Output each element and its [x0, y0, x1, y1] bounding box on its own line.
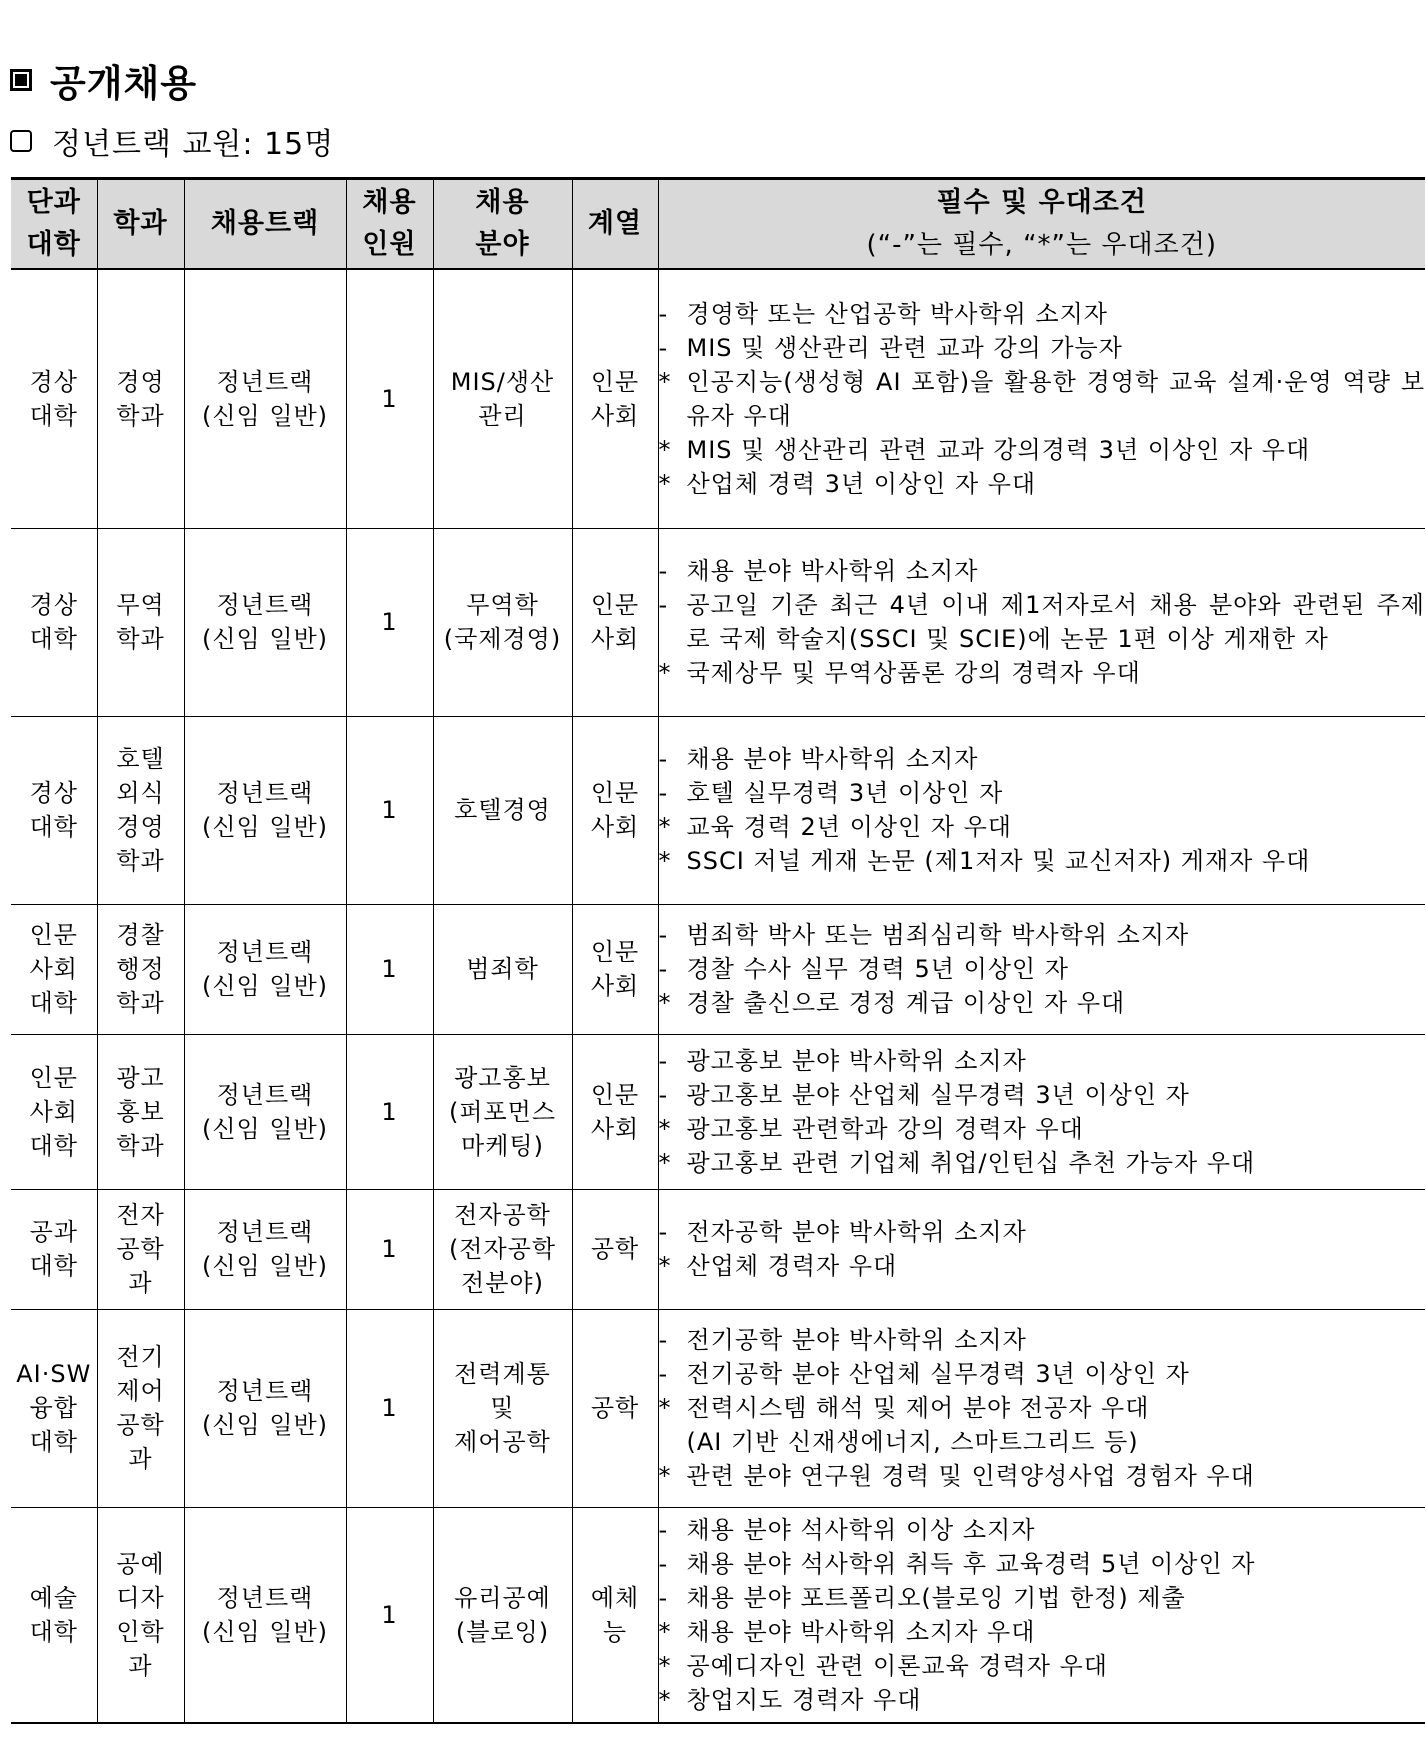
cell-track: 정년트랙 (신임 일반) [184, 269, 346, 528]
condition-text: 광고홍보 분야 박사학위 소지자 [686, 1046, 1027, 1075]
cell-department: 전기 제어 공학 과 [97, 1309, 184, 1507]
cell-conditions [658, 528, 1425, 716]
condition-item [659, 1459, 1426, 1493]
cell-category: 공학 [572, 1189, 658, 1309]
cell-field: 무역학 (국제경영) [433, 528, 572, 716]
cell-count: 1 [346, 269, 433, 528]
preferred-marker: * [658, 847, 672, 875]
preferred-marker: * [658, 1617, 672, 1646]
cell-department: 호텔 외식 경영 학과 [97, 716, 184, 904]
cell-conditions [658, 1507, 1425, 1723]
cell-category: 인문 사회 [572, 716, 658, 904]
cell-category: 인문 사회 [572, 904, 658, 1034]
header-field: 채용 분야 [433, 179, 572, 270]
cell-field: 호텔경영 [433, 716, 572, 904]
required-marker: - [658, 333, 669, 362]
condition-text: 창업지도 경력자 우대 [686, 1685, 922, 1714]
condition-text: 경영학 또는 산업공학 박사학위 소지자 [686, 299, 1108, 328]
condition-text: MIS 및 생산관리 관련 교과 강의경력 3년 이상인 자 우대 [686, 435, 1311, 464]
preferred-marker: * [658, 435, 672, 464]
required-marker: - [658, 1549, 669, 1578]
condition-text: 공고일 기준 최근 4년 이내 제1저자로서 채용 분야와 관련된 주제로 국제 학술지(SSCI 및 SCIE)에 논문 1편 이상 게재한 자 [686, 591, 1425, 653]
condition-item [659, 331, 1426, 365]
cell-field: 전자공학 (전자공학 전분야) [433, 1189, 572, 1309]
preferred-marker: * [658, 1252, 672, 1280]
condition-text: 공예디자인 관련 이론교육 경력자 우대 [686, 1651, 1108, 1680]
condition-text: 산업체 경력자 우대 [686, 1252, 898, 1280]
cell-track: 정년트랙 (신임 일반) [184, 904, 346, 1034]
cell-conditions [658, 1189, 1425, 1309]
cell-field: 광고홍보 (퍼포먼스 마케팅) [433, 1034, 572, 1189]
condition-text: 채용 분야 박사학위 소지자 우대 [686, 1617, 1036, 1646]
preferred-marker: * [658, 659, 672, 687]
required-marker: - [658, 955, 669, 983]
condition-text: 채용 분야 박사학위 소지자 [686, 745, 979, 773]
table-row [11, 1507, 1425, 1723]
cell-count: 1 [346, 716, 433, 904]
cell-category: 인문 사회 [572, 528, 658, 716]
preferred-marker: * [658, 367, 672, 396]
cell-conditions [658, 1309, 1425, 1507]
cell-conditions [658, 1034, 1425, 1189]
condition-text: 광고홍보 분야 산업체 실무경력 3년 이상인 자 [686, 1080, 1190, 1109]
cell-count: 1 [346, 1189, 433, 1309]
preferred-marker: * [658, 1651, 672, 1680]
preferred-marker: * [658, 1685, 672, 1714]
condition-item [659, 1581, 1426, 1615]
condition-item [659, 1357, 1426, 1391]
required-marker: - [658, 1583, 669, 1612]
cell-field: 전력계통 및 제어공학 [433, 1309, 572, 1507]
cell-college: 경상 대학 [11, 716, 97, 904]
condition-item [659, 467, 1426, 501]
table-row [11, 528, 1425, 716]
cell-college: 경상 대학 [11, 528, 97, 716]
cell-conditions [658, 716, 1425, 904]
condition-item [659, 776, 1426, 810]
cell-college: 인문 사회 대학 [11, 1034, 97, 1189]
preferred-marker: * [658, 1394, 672, 1422]
cell-department: 공예 디자 인학 과 [97, 1507, 184, 1723]
required-marker: - [658, 591, 669, 619]
cell-track: 정년트랙 (신임 일반) [184, 1507, 346, 1723]
condition-item [659, 1215, 1426, 1249]
table-row [11, 1309, 1425, 1507]
required-marker: - [658, 299, 669, 328]
cell-department: 광고 홍보 학과 [97, 1034, 184, 1189]
required-marker: - [658, 1046, 669, 1075]
preferred-marker: * [658, 1114, 672, 1143]
required-marker: - [658, 1218, 669, 1246]
condition-item [659, 365, 1426, 433]
cell-college: 예술 대학 [11, 1507, 97, 1723]
preferred-marker: * [658, 989, 672, 1017]
header-track: 채용트랙 [184, 179, 346, 270]
condition-item [659, 952, 1426, 986]
cell-category: 공학 [572, 1309, 658, 1507]
cell-field: 유리공예 (블로잉) [433, 1507, 572, 1723]
cell-college: 인문 사회 대학 [11, 904, 97, 1034]
cell-department: 전자 공학 과 [97, 1189, 184, 1309]
header-conditions-note: (“-”는 필수, “*”는 우대조건) [866, 230, 1218, 260]
condition-text: 전력시스템 해석 및 제어 분야 전공자 우대 (AI 기반 신재생에너지, 스마트그리드 등) [686, 1394, 1150, 1456]
required-marker: - [658, 921, 669, 949]
empty-square-icon [10, 130, 32, 152]
cell-category: 예체 능 [572, 1507, 658, 1723]
condition-text: MIS 및 생산관리 관련 교과 강의 가능자 [686, 333, 1123, 362]
condition-item [659, 1649, 1426, 1683]
condition-item [659, 433, 1426, 467]
condition-item [659, 918, 1426, 952]
condition-text: 호텔 실무경력 3년 이상인 자 [686, 779, 1004, 807]
required-marker: - [658, 1515, 669, 1544]
condition-text: 국제상무 및 무역상품론 강의 경력자 우대 [686, 659, 1141, 687]
preferred-marker: * [658, 469, 672, 498]
condition-item [659, 1112, 1426, 1146]
header-department: 학과 [97, 179, 184, 270]
cell-college: 공과 대학 [11, 1189, 97, 1309]
cell-conditions [658, 269, 1425, 528]
condition-text: 관련 분야 연구원 경력 및 인력양성사업 경험자 우대 [686, 1462, 1255, 1490]
condition-item [659, 1391, 1426, 1459]
condition-item [659, 1547, 1426, 1581]
condition-item [659, 1078, 1426, 1112]
condition-text: 채용 분야 석사학위 이상 소지자 [686, 1515, 1036, 1544]
filled-square-icon [10, 69, 32, 91]
condition-text: 광고홍보 관련 기업체 취업/인턴십 추천 가능자 우대 [686, 1148, 1256, 1177]
condition-text: 광고홍보 관련학과 강의 경력자 우대 [686, 1114, 1084, 1143]
cell-count: 1 [346, 1034, 433, 1189]
cell-track: 정년트랙 (신임 일반) [184, 716, 346, 904]
condition-item [659, 1249, 1426, 1283]
condition-item [659, 1323, 1426, 1357]
section-heading [10, 52, 197, 108]
subsection-title: 정년트랙 교원: 15명 [52, 127, 335, 162]
preferred-marker: * [658, 813, 672, 841]
condition-text: SSCI 저널 게재 논문 (제1저자 및 교신저자) 게재자 우대 [686, 847, 1311, 875]
condition-item [659, 297, 1426, 331]
cell-department: 경영 학과 [97, 269, 184, 528]
required-marker: - [658, 1326, 669, 1354]
required-marker: - [658, 779, 669, 807]
cell-category: 인문 사회 [572, 1034, 658, 1189]
cell-category: 인문 사회 [572, 269, 658, 528]
required-marker: - [658, 1360, 669, 1388]
cell-college: AI·SW 융합 대학 [11, 1309, 97, 1507]
table-row [11, 1034, 1425, 1189]
cell-department: 경찰 행정 학과 [97, 904, 184, 1034]
table-header-row [11, 179, 1425, 270]
condition-item [659, 554, 1426, 588]
condition-text: 교육 경력 2년 이상인 자 우대 [686, 813, 1012, 841]
recruitment-table [11, 177, 1425, 1724]
table-row [11, 269, 1425, 528]
table-row [11, 904, 1425, 1034]
condition-item [659, 1513, 1426, 1547]
condition-text: 전기공학 분야 산업체 실무경력 3년 이상인 자 [686, 1360, 1190, 1388]
cell-track: 정년트랙 (신임 일반) [184, 528, 346, 716]
condition-item [659, 1615, 1426, 1649]
condition-text: 채용 분야 석사학위 취득 후 교육경력 5년 이상인 자 [686, 1549, 1256, 1578]
condition-text: 채용 분야 박사학위 소지자 [686, 557, 979, 585]
required-marker: - [658, 745, 669, 773]
condition-item [659, 742, 1426, 776]
header-college: 단과 대학 [11, 179, 97, 270]
condition-item [659, 1683, 1426, 1717]
header-conditions-title: 필수 및 우대조건 [936, 187, 1147, 218]
required-marker: - [658, 1080, 669, 1109]
condition-text: 채용 분야 포트폴리오(블로잉 기법 한정) 제출 [686, 1583, 1186, 1612]
cell-count: 1 [346, 1309, 433, 1507]
condition-item [659, 656, 1426, 690]
condition-text: 경찰 출신으로 경정 계급 이상인 자 우대 [686, 989, 1126, 1017]
cell-count: 1 [346, 528, 433, 716]
condition-item [659, 1146, 1426, 1180]
condition-item [659, 986, 1426, 1020]
cell-department: 무역 학과 [97, 528, 184, 716]
subsection-heading [10, 116, 334, 166]
table-row [11, 716, 1425, 904]
preferred-marker: * [658, 1148, 672, 1177]
header-count: 채용 인원 [346, 179, 433, 270]
cell-track: 정년트랙 (신임 일반) [184, 1034, 346, 1189]
condition-text: 경찰 수사 실무 경력 5년 이상인 자 [686, 955, 1069, 983]
cell-field: MIS/생산 관리 [433, 269, 572, 528]
condition-text: 전자공학 분야 박사학위 소지자 [686, 1218, 1027, 1246]
cell-track: 정년트랙 (신임 일반) [184, 1309, 346, 1507]
condition-item [659, 1044, 1426, 1078]
cell-track: 정년트랙 (신임 일반) [184, 1189, 346, 1309]
cell-count: 1 [346, 1507, 433, 1723]
condition-item [659, 810, 1426, 844]
condition-text: 인공지능(생성형 AI 포함)을 활용한 경영학 교육 설계·운영 역량 보유자 우대 [686, 367, 1425, 430]
condition-text: 범죄학 박사 또는 범죄심리학 박사학위 소지자 [686, 921, 1190, 949]
condition-item [659, 588, 1426, 656]
condition-item [659, 844, 1426, 878]
cell-conditions [658, 904, 1425, 1034]
preferred-marker: * [658, 1462, 672, 1490]
condition-text: 산업체 경력 3년 이상인 자 우대 [686, 469, 1037, 498]
section-title: 공개채용 [50, 62, 197, 105]
cell-college: 경상 대학 [11, 269, 97, 528]
table-row [11, 1189, 1425, 1309]
cell-field: 범죄학 [433, 904, 572, 1034]
cell-count: 1 [346, 904, 433, 1034]
header-conditions [658, 179, 1425, 270]
required-marker: - [658, 557, 669, 585]
header-category: 계열 [572, 179, 658, 270]
condition-text: 전기공학 분야 박사학위 소지자 [686, 1326, 1027, 1354]
